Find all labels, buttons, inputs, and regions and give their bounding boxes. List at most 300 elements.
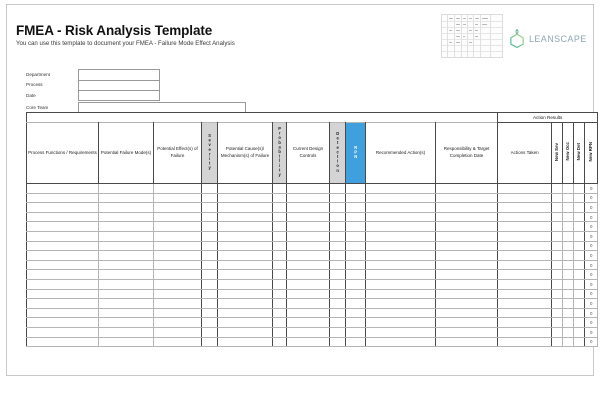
cell-actions-taken[interactable] <box>498 222 552 232</box>
cell-potential-failure-modes[interactable] <box>99 318 154 328</box>
cell-actions-taken[interactable] <box>498 184 552 194</box>
cell-new-det[interactable] <box>574 251 585 261</box>
cell-potential-causes[interactable] <box>218 318 273 328</box>
cell-new-rpn[interactable]: 0 <box>585 289 598 299</box>
cell-new-rpn[interactable]: 0 <box>585 299 598 309</box>
cell-detection[interactable] <box>330 193 346 203</box>
cell-responsibility-target[interactable] <box>436 193 498 203</box>
cell-potential-causes[interactable] <box>218 270 273 280</box>
cell-rpn[interactable]: 0 <box>346 299 366 309</box>
cell-potential-effects[interactable] <box>154 231 202 241</box>
cell-responsibility-target[interactable] <box>436 299 498 309</box>
cell-process-functions[interactable] <box>27 251 99 261</box>
cell-new-rpn[interactable]: 0 <box>585 212 598 222</box>
cell-detection[interactable] <box>330 299 346 309</box>
cell-severity[interactable] <box>202 212 218 222</box>
cell-recommended-actions[interactable] <box>366 337 436 347</box>
label-department: Department <box>26 71 51 77</box>
cell-new-rpn[interactable]: 0 <box>585 251 598 261</box>
cell-new-rpn[interactable]: 0 <box>585 260 598 270</box>
info-form <box>26 69 258 113</box>
cell-severity[interactable] <box>202 193 218 203</box>
cell-new-sev[interactable] <box>552 241 563 251</box>
cell-severity[interactable] <box>202 231 218 241</box>
cell-current-design-controls[interactable] <box>287 184 330 194</box>
cell-rpn[interactable]: 0 <box>346 327 366 337</box>
cell-new-rpn[interactable]: 0 <box>585 222 598 232</box>
cell-new-occ[interactable] <box>563 299 574 309</box>
cell-probability[interactable] <box>273 241 287 251</box>
cell-recommended-actions[interactable] <box>366 184 436 194</box>
cell-responsibility-target[interactable] <box>436 327 498 337</box>
cell-recommended-actions[interactable] <box>366 212 436 222</box>
table-row <box>27 241 598 251</box>
cell-actions-taken[interactable] <box>498 337 552 347</box>
cell-process-functions[interactable] <box>27 184 99 194</box>
cell-probability[interactable] <box>273 222 287 232</box>
cell-potential-effects[interactable] <box>154 222 202 232</box>
cell-process-functions[interactable] <box>27 289 99 299</box>
label-process: Process <box>26 82 43 88</box>
cell-potential-causes[interactable] <box>218 327 273 337</box>
col-header-responsibility-target: Responsibility & Target Completion Date <box>436 123 498 184</box>
cell-actions-taken[interactable] <box>498 241 552 251</box>
cell-potential-effects[interactable] <box>154 212 202 222</box>
cell-potential-failure-modes[interactable] <box>99 193 154 203</box>
cell-responsibility-target[interactable] <box>436 260 498 270</box>
table-row <box>27 203 598 213</box>
cell-potential-effects[interactable] <box>154 270 202 280</box>
cell-recommended-actions[interactable] <box>366 308 436 318</box>
cell-probability[interactable] <box>273 337 287 347</box>
cell-new-sev[interactable] <box>552 184 563 194</box>
cell-potential-failure-modes[interactable] <box>99 279 154 289</box>
cell-new-occ[interactable] <box>563 318 574 328</box>
cell-new-det[interactable] <box>574 222 585 232</box>
cell-rpn[interactable]: 0 <box>346 193 366 203</box>
cell-potential-effects[interactable] <box>154 318 202 328</box>
cell-potential-effects[interactable] <box>154 327 202 337</box>
cell-rpn[interactable]: 0 <box>346 184 366 194</box>
cell-new-det[interactable] <box>574 231 585 241</box>
cell-new-rpn[interactable]: 0 <box>585 279 598 289</box>
cell-potential-causes[interactable] <box>218 231 273 241</box>
cell-potential-effects[interactable] <box>154 193 202 203</box>
cell-recommended-actions[interactable] <box>366 299 436 309</box>
cell-probability[interactable] <box>273 308 287 318</box>
cell-actions-taken[interactable] <box>498 327 552 337</box>
cell-probability[interactable] <box>273 212 287 222</box>
cell-potential-failure-modes[interactable] <box>99 222 154 232</box>
cell-current-design-controls[interactable] <box>287 318 330 328</box>
cell-new-sev[interactable] <box>552 299 563 309</box>
cell-responsibility-target[interactable] <box>436 231 498 241</box>
cell-probability[interactable] <box>273 270 287 280</box>
cell-process-functions[interactable] <box>27 231 99 241</box>
cell-process-functions[interactable] <box>27 270 99 280</box>
cell-responsibility-target[interactable] <box>436 251 498 261</box>
cell-new-sev[interactable] <box>552 279 563 289</box>
cell-actions-taken[interactable] <box>498 260 552 270</box>
cell-rpn[interactable]: 0 <box>346 260 366 270</box>
cell-new-sev[interactable] <box>552 193 563 203</box>
cell-severity[interactable] <box>202 260 218 270</box>
cell-current-design-controls[interactable] <box>287 212 330 222</box>
cell-responsibility-target[interactable] <box>436 184 498 194</box>
cell-potential-causes[interactable] <box>218 308 273 318</box>
cell-probability[interactable] <box>273 231 287 241</box>
cell-responsibility-target[interactable] <box>436 279 498 289</box>
cell-severity[interactable] <box>202 184 218 194</box>
cell-detection[interactable] <box>330 203 346 213</box>
cell-current-design-controls[interactable] <box>287 337 330 347</box>
cell-new-occ[interactable] <box>563 184 574 194</box>
cell-rpn[interactable]: 0 <box>346 231 366 241</box>
cell-recommended-actions[interactable] <box>366 279 436 289</box>
cell-actions-taken[interactable] <box>498 289 552 299</box>
cell-probability[interactable] <box>273 260 287 270</box>
cell-severity[interactable] <box>202 337 218 347</box>
cell-potential-failure-modes[interactable] <box>99 260 154 270</box>
cell-new-occ[interactable] <box>563 193 574 203</box>
cell-probability[interactable] <box>273 299 287 309</box>
cell-new-sev[interactable] <box>552 337 563 347</box>
cell-recommended-actions[interactable] <box>366 289 436 299</box>
cell-actions-taken[interactable] <box>498 270 552 280</box>
cell-actions-taken[interactable] <box>498 193 552 203</box>
cell-potential-causes[interactable] <box>218 184 273 194</box>
cell-process-functions[interactable] <box>27 318 99 328</box>
cell-new-sev[interactable] <box>552 270 563 280</box>
cell-severity[interactable] <box>202 222 218 232</box>
cell-probability[interactable] <box>273 251 287 261</box>
cell-potential-effects[interactable] <box>154 299 202 309</box>
cell-detection[interactable] <box>330 241 346 251</box>
cell-recommended-actions[interactable] <box>366 241 436 251</box>
label-core-team: Core Team <box>26 104 49 110</box>
cell-detection[interactable] <box>330 308 346 318</box>
cell-severity[interactable] <box>202 203 218 213</box>
cell-actions-taken[interactable] <box>498 212 552 222</box>
cell-new-sev[interactable] <box>552 231 563 241</box>
label-date: Date <box>26 92 36 98</box>
cell-responsibility-target[interactable] <box>436 318 498 328</box>
cell-new-occ[interactable] <box>563 231 574 241</box>
cell-recommended-actions[interactable] <box>366 193 436 203</box>
cell-rpn[interactable]: 0 <box>346 289 366 299</box>
cell-new-det[interactable] <box>574 299 585 309</box>
cell-new-occ[interactable] <box>563 203 574 213</box>
cell-new-rpn[interactable]: 0 <box>585 318 598 328</box>
cell-potential-effects[interactable] <box>154 308 202 318</box>
cell-process-functions[interactable] <box>27 308 99 318</box>
cell-new-det[interactable] <box>574 184 585 194</box>
col-header-severity-label: Severity <box>207 133 213 171</box>
cell-potential-effects[interactable] <box>154 337 202 347</box>
cell-detection[interactable] <box>330 289 346 299</box>
cell-new-sev[interactable] <box>552 203 563 213</box>
cell-new-rpn[interactable]: 0 <box>585 193 598 203</box>
cell-new-sev[interactable] <box>552 251 563 261</box>
action-results-banner: Action Results <box>498 113 598 123</box>
cell-potential-causes[interactable] <box>218 289 273 299</box>
cell-current-design-controls[interactable] <box>287 251 330 261</box>
cell-detection[interactable] <box>330 251 346 261</box>
form-row-date <box>26 90 258 101</box>
cell-new-det[interactable] <box>574 193 585 203</box>
cell-new-sev[interactable] <box>552 308 563 318</box>
department-field[interactable] <box>78 69 160 80</box>
cell-new-det[interactable] <box>574 337 585 347</box>
cell-responsibility-target[interactable] <box>436 241 498 251</box>
cell-potential-effects[interactable] <box>154 203 202 213</box>
cell-new-det[interactable] <box>574 270 585 280</box>
cell-responsibility-target[interactable] <box>436 337 498 347</box>
cell-potential-causes[interactable] <box>218 251 273 261</box>
cell-potential-causes[interactable] <box>218 222 273 232</box>
cell-potential-causes[interactable] <box>218 203 273 213</box>
cell-recommended-actions[interactable] <box>366 260 436 270</box>
cell-process-functions[interactable] <box>27 193 99 203</box>
cell-rpn[interactable]: 0 <box>346 308 366 318</box>
cell-potential-effects[interactable] <box>154 251 202 261</box>
cell-new-occ[interactable] <box>563 279 574 289</box>
cell-severity[interactable] <box>202 251 218 261</box>
cell-process-functions[interactable] <box>27 279 99 289</box>
fmea-table <box>26 112 598 347</box>
cell-probability[interactable] <box>273 193 287 203</box>
cell-new-sev[interactable] <box>552 327 563 337</box>
cell-current-design-controls[interactable] <box>287 203 330 213</box>
cell-current-design-controls[interactable] <box>287 327 330 337</box>
cell-probability[interactable] <box>273 289 287 299</box>
cell-new-rpn[interactable]: 0 <box>585 337 598 347</box>
cell-new-rpn[interactable]: 0 <box>585 231 598 241</box>
cell-new-occ[interactable] <box>563 222 574 232</box>
cell-new-det[interactable] <box>574 289 585 299</box>
cell-detection[interactable] <box>330 231 346 241</box>
cell-current-design-controls[interactable] <box>287 299 330 309</box>
cell-detection[interactable] <box>330 270 346 280</box>
col-header-new-det-label: New Det <box>575 143 581 161</box>
cell-potential-effects[interactable] <box>154 279 202 289</box>
cell-potential-failure-modes[interactable] <box>99 212 154 222</box>
cell-rpn[interactable]: 0 <box>346 212 366 222</box>
cell-actions-taken[interactable] <box>498 279 552 289</box>
cell-responsibility-target[interactable] <box>436 289 498 299</box>
cell-new-det[interactable] <box>574 241 585 251</box>
cell-recommended-actions[interactable] <box>366 222 436 232</box>
cell-probability[interactable] <box>273 318 287 328</box>
cell-recommended-actions[interactable] <box>366 203 436 213</box>
cell-detection[interactable] <box>330 318 346 328</box>
cell-rpn[interactable]: 0 <box>346 251 366 261</box>
group-banner-row <box>27 113 598 123</box>
cell-actions-taken[interactable] <box>498 318 552 328</box>
cell-potential-failure-modes[interactable] <box>99 308 154 318</box>
col-header-process-functions: Process Functions / Requirements <box>27 123 99 184</box>
date-field[interactable] <box>78 90 160 101</box>
cell-severity[interactable] <box>202 318 218 328</box>
process-field[interactable] <box>78 80 160 91</box>
table-row <box>27 337 598 347</box>
cell-new-sev[interactable] <box>552 260 563 270</box>
cell-rpn[interactable]: 0 <box>346 270 366 280</box>
cell-detection[interactable] <box>330 279 346 289</box>
cell-responsibility-target[interactable] <box>436 222 498 232</box>
cell-current-design-controls[interactable] <box>287 308 330 318</box>
cell-detection[interactable] <box>330 327 346 337</box>
cell-current-design-controls[interactable] <box>287 260 330 270</box>
cell-severity[interactable] <box>202 299 218 309</box>
cell-recommended-actions[interactable] <box>366 251 436 261</box>
cell-new-det[interactable] <box>574 212 585 222</box>
cell-new-occ[interactable] <box>563 212 574 222</box>
cell-severity[interactable] <box>202 289 218 299</box>
col-header-current-design-controls: Current Design Controls <box>287 123 330 184</box>
cell-potential-causes[interactable] <box>218 337 273 347</box>
cell-new-det[interactable] <box>574 327 585 337</box>
cell-actions-taken[interactable] <box>498 308 552 318</box>
cell-new-sev[interactable] <box>552 318 563 328</box>
cell-rpn[interactable]: 0 <box>346 279 366 289</box>
page-subtitle: You can use this template to document your FMEA - Failure Mode Effect Analysis <box>16 40 235 47</box>
cell-new-rpn[interactable]: 0 <box>585 184 598 194</box>
cell-potential-causes[interactable] <box>218 279 273 289</box>
cell-new-sev[interactable] <box>552 289 563 299</box>
cell-new-rpn[interactable]: 0 <box>585 203 598 213</box>
cell-new-occ[interactable] <box>563 327 574 337</box>
cell-severity[interactable] <box>202 279 218 289</box>
table-row <box>27 184 598 194</box>
cell-severity[interactable] <box>202 241 218 251</box>
table-row <box>27 260 598 270</box>
cell-rpn[interactable]: 0 <box>346 203 366 213</box>
cell-new-occ[interactable] <box>563 241 574 251</box>
col-header-new-sev <box>552 123 563 184</box>
cell-potential-failure-modes[interactable] <box>99 327 154 337</box>
cell-potential-causes[interactable] <box>218 212 273 222</box>
cell-recommended-actions[interactable] <box>366 327 436 337</box>
cell-current-design-controls[interactable] <box>287 241 330 251</box>
cell-potential-effects[interactable] <box>154 184 202 194</box>
cell-new-det[interactable] <box>574 318 585 328</box>
cell-new-occ[interactable] <box>563 289 574 299</box>
cell-potential-failure-modes[interactable] <box>99 203 154 213</box>
cell-new-det[interactable] <box>574 203 585 213</box>
cell-new-sev[interactable] <box>552 222 563 232</box>
cell-detection[interactable] <box>330 212 346 222</box>
cell-new-occ[interactable] <box>563 251 574 261</box>
cell-new-rpn[interactable]: 0 <box>585 241 598 251</box>
cell-new-rpn[interactable]: 0 <box>585 327 598 337</box>
cell-potential-failure-modes[interactable] <box>99 337 154 347</box>
cell-potential-failure-modes[interactable] <box>99 289 154 299</box>
cell-current-design-controls[interactable] <box>287 279 330 289</box>
cell-probability[interactable] <box>273 327 287 337</box>
cell-actions-taken[interactable] <box>498 231 552 241</box>
cell-potential-causes[interactable] <box>218 193 273 203</box>
cell-detection[interactable] <box>330 260 346 270</box>
cell-probability[interactable] <box>273 184 287 194</box>
cell-responsibility-target[interactable] <box>436 212 498 222</box>
cell-actions-taken[interactable] <box>498 203 552 213</box>
cell-new-det[interactable] <box>574 308 585 318</box>
cell-current-design-controls[interactable] <box>287 222 330 232</box>
cell-responsibility-target[interactable] <box>436 270 498 280</box>
cell-current-design-controls[interactable] <box>287 193 330 203</box>
cell-potential-failure-modes[interactable] <box>99 184 154 194</box>
col-header-new-sev-label: New Sev <box>553 142 559 161</box>
cell-process-functions[interactable] <box>27 222 99 232</box>
cell-potential-effects[interactable] <box>154 289 202 299</box>
cell-new-sev[interactable] <box>552 212 563 222</box>
cell-detection[interactable] <box>330 184 346 194</box>
cell-process-functions[interactable] <box>27 260 99 270</box>
cell-potential-causes[interactable] <box>218 299 273 309</box>
cell-responsibility-target[interactable] <box>436 203 498 213</box>
cell-new-det[interactable] <box>574 260 585 270</box>
cell-potential-effects[interactable] <box>154 260 202 270</box>
table-row <box>27 231 598 241</box>
cell-process-functions[interactable] <box>27 241 99 251</box>
cell-potential-causes[interactable] <box>218 241 273 251</box>
cell-current-design-controls[interactable] <box>287 270 330 280</box>
cell-rpn[interactable]: 0 <box>346 222 366 232</box>
cell-recommended-actions[interactable] <box>366 270 436 280</box>
cell-severity[interactable] <box>202 327 218 337</box>
cell-process-functions[interactable] <box>27 337 99 347</box>
cell-new-rpn[interactable]: 0 <box>585 270 598 280</box>
cell-process-functions[interactable] <box>27 327 99 337</box>
cell-process-functions[interactable] <box>27 212 99 222</box>
cell-detection[interactable] <box>330 337 346 347</box>
cell-recommended-actions[interactable] <box>366 318 436 328</box>
cell-recommended-actions[interactable] <box>366 231 436 241</box>
cell-rpn[interactable]: 0 <box>346 318 366 328</box>
cell-new-occ[interactable] <box>563 337 574 347</box>
cell-potential-failure-modes[interactable] <box>99 231 154 241</box>
cell-new-occ[interactable] <box>563 270 574 280</box>
cell-current-design-controls[interactable] <box>287 231 330 241</box>
cell-new-rpn[interactable]: 0 <box>585 308 598 318</box>
cell-process-functions[interactable] <box>27 203 99 213</box>
cell-probability[interactable] <box>273 203 287 213</box>
cell-new-det[interactable] <box>574 279 585 289</box>
hexagon-outline-icon <box>509 29 525 48</box>
cell-new-occ[interactable] <box>563 260 574 270</box>
cell-potential-effects[interactable] <box>154 241 202 251</box>
thumbnail-grid <box>442 15 502 57</box>
cell-responsibility-target[interactable] <box>436 308 498 318</box>
cell-rpn[interactable]: 0 <box>346 241 366 251</box>
cell-potential-failure-modes[interactable] <box>99 299 154 309</box>
cell-detection[interactable] <box>330 222 346 232</box>
cell-potential-failure-modes[interactable] <box>99 241 154 251</box>
cell-new-occ[interactable] <box>563 308 574 318</box>
cell-potential-failure-modes[interactable] <box>99 251 154 261</box>
cell-process-functions[interactable] <box>27 299 99 309</box>
cell-current-design-controls[interactable] <box>287 289 330 299</box>
cell-potential-failure-modes[interactable] <box>99 270 154 280</box>
cell-rpn[interactable]: 0 <box>346 337 366 347</box>
cell-actions-taken[interactable] <box>498 251 552 261</box>
cell-severity[interactable] <box>202 270 218 280</box>
cell-potential-causes[interactable] <box>218 260 273 270</box>
cell-probability[interactable] <box>273 279 287 289</box>
cell-severity[interactable] <box>202 308 218 318</box>
cell-actions-taken[interactable] <box>498 299 552 309</box>
